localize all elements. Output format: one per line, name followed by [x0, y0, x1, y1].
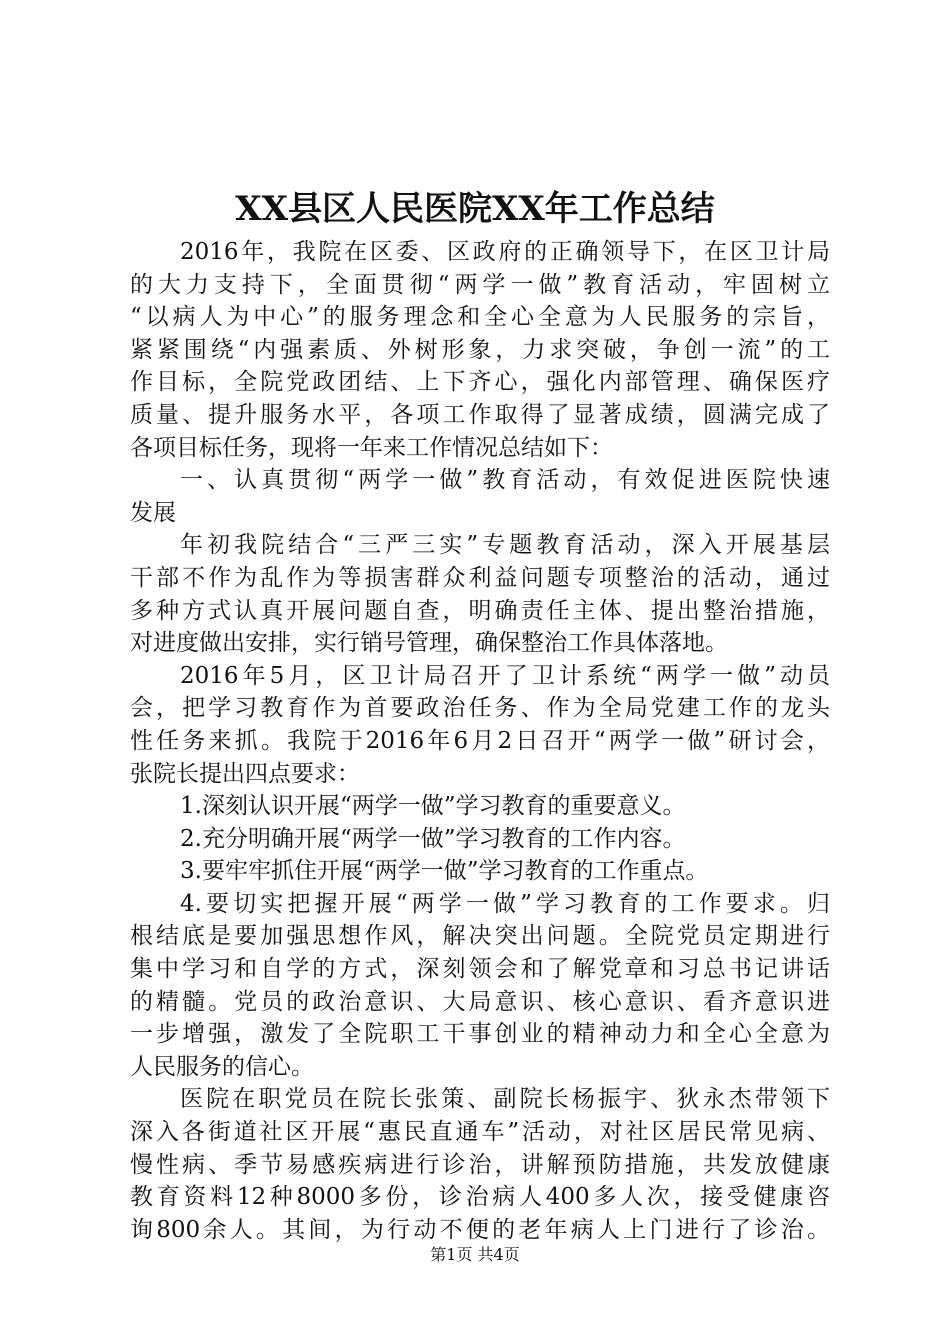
text-line: 对进度做出安排，实行销号管理，确保整治工作具体落地。	[130, 630, 728, 657]
text-line: 根结底是要加强思想作风，解决突出问题。全院党员定期进行	[130, 923, 830, 950]
text-line: 紧紧围绕“内强素质、外树形象，力求突破，争创一流”的工	[130, 336, 830, 363]
list-item: 4.要切实把握开展“两学一做”学习教育的工作要求。归	[180, 890, 830, 917]
page-footer: 第1页 共4页	[430, 1245, 520, 1264]
text-line: 会，把学习教育作为首要政治任务、作为全局党建工作的龙头	[130, 695, 830, 722]
list-item: 3.要牢牢抓住开展“两学一做”学习教育的工作重点。	[180, 858, 709, 885]
section-heading-line: 一、认真贯彻“两学一做”教育活动，有效促进医院快速	[180, 467, 830, 494]
text-line: 张院长提出四点要求：	[130, 760, 360, 787]
text-line: 询800余人。其间，为行动不便的老年病人上门进行了诊治。	[130, 1216, 830, 1243]
text-line: 教育资料12种8000多份，诊治病人400多人次，接受健康咨	[130, 1184, 830, 1211]
text-line: 年初我院结合“三严三实”专题教育活动，深入开展基层	[180, 532, 830, 559]
text-line: 的大力支持下，全面贯彻“两学一做”教育活动，牢固树立	[130, 271, 830, 298]
text-line: 干部不作为乱作为等损害群众利益问题专项整治的活动，通过	[130, 564, 830, 591]
text-line: 的精髓。党员的政治意识、大局意识、核心意识、看齐意识进	[130, 988, 830, 1015]
text-line: 2016年5月，区卫计局召开了卫计系统“两学一做”动员	[180, 662, 830, 689]
text-line: 一步增强，激发了全院职工干事创业的精神动力和全心全意为	[130, 1021, 830, 1048]
document-body	[130, 236, 830, 1246]
text-line: 2016年，我院在区委、区政府的正确领导下，在区卫计局	[180, 239, 830, 265]
text-line: 医院在职党员在院长张策、副院长杨振宇、狄永杰带领下	[180, 1086, 830, 1113]
text-line: 人民服务的信心。	[130, 1053, 314, 1080]
document-title: XX县区人民医院XX年工作总结	[235, 189, 715, 229]
list-item: 2.充分明确开展“两学一做”学习教育的工作内容。	[180, 825, 686, 852]
list-item: 1.深刻认识开展“两学一做”学习教育的重要意义。	[180, 793, 686, 820]
text-line: “以病人为中心”的服务理念和全心全意为人民服务的宗旨，	[130, 304, 830, 331]
section-heading-line: 发展	[130, 499, 176, 526]
text-line: 各项目标任务，现将一年来工作情况总结如下：	[130, 434, 613, 461]
text-line: 质量、提升服务水平，各项工作取得了显著成绩，圆满完成了	[130, 401, 830, 428]
text-line: 多种方式认真开展问题自查，明确责任主体、提出整治措施，	[130, 597, 830, 624]
text-line: 深入各街道社区开展“惠民直通车”活动，对社区居民常见病、	[130, 1119, 830, 1146]
text-line: 慢性病、季节易感疾病进行诊治，讲解预防措施，共发放健康	[130, 1151, 830, 1178]
text-line: 性任务来抓。我院于2016年6月2日召开“两学一做”研讨会，	[130, 727, 830, 754]
text-line: 作目标，全院党政团结、上下齐心，强化内部管理、确保医疗	[130, 369, 830, 396]
text-line: 集中学习和自学的方式，深刻领会和了解党章和习总书记讲话	[130, 956, 830, 983]
